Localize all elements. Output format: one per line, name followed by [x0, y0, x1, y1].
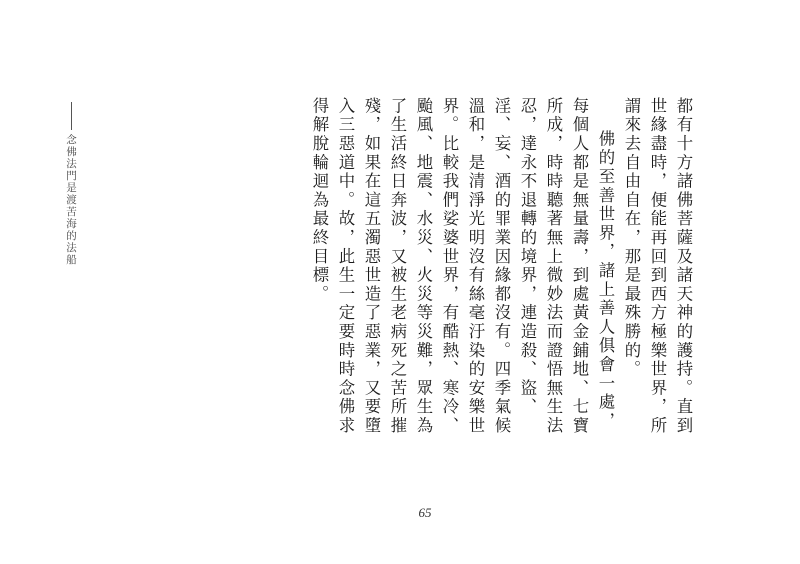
paragraph-1: 都有十方諸佛菩薩及諸天神的護持。直到世緣盡時，便能再回到西方極樂世界，所謂來去自由自在，那是最殊勝的。: [622, 97, 693, 436]
running-head-title: 念佛法門是渡苦海的法船: [65, 134, 77, 266]
running-head: [64, 102, 78, 266]
running-head-rule: [71, 102, 72, 130]
paragraph-2: 佛的至善世界，諸上善人俱會一處，每個人都是無量壽，到處黃金鋪地、七寶所成，時時聽著無上微妙法而證悟無生法忍，達永不退轉的境界，連造殺、盜、淫、妄、酒的罪業因緣都沒有。四季氣候溫和，是清淨光明沒有絲毫汙染的安樂世界。比較我們娑婆世界，有酷熱、寒冷、颱風、地震、水災、火災等災難，眾生為了生活終日奔波，又被生老病死之苦所摧殘，如果在這五濁惡世造了惡業，又要墮入三惡道中。故，此生一定要時時念佛求得解脫輪迴為最終目標。: [310, 97, 615, 436]
body-text: [260, 97, 696, 437]
page-number: 65: [418, 505, 432, 520]
